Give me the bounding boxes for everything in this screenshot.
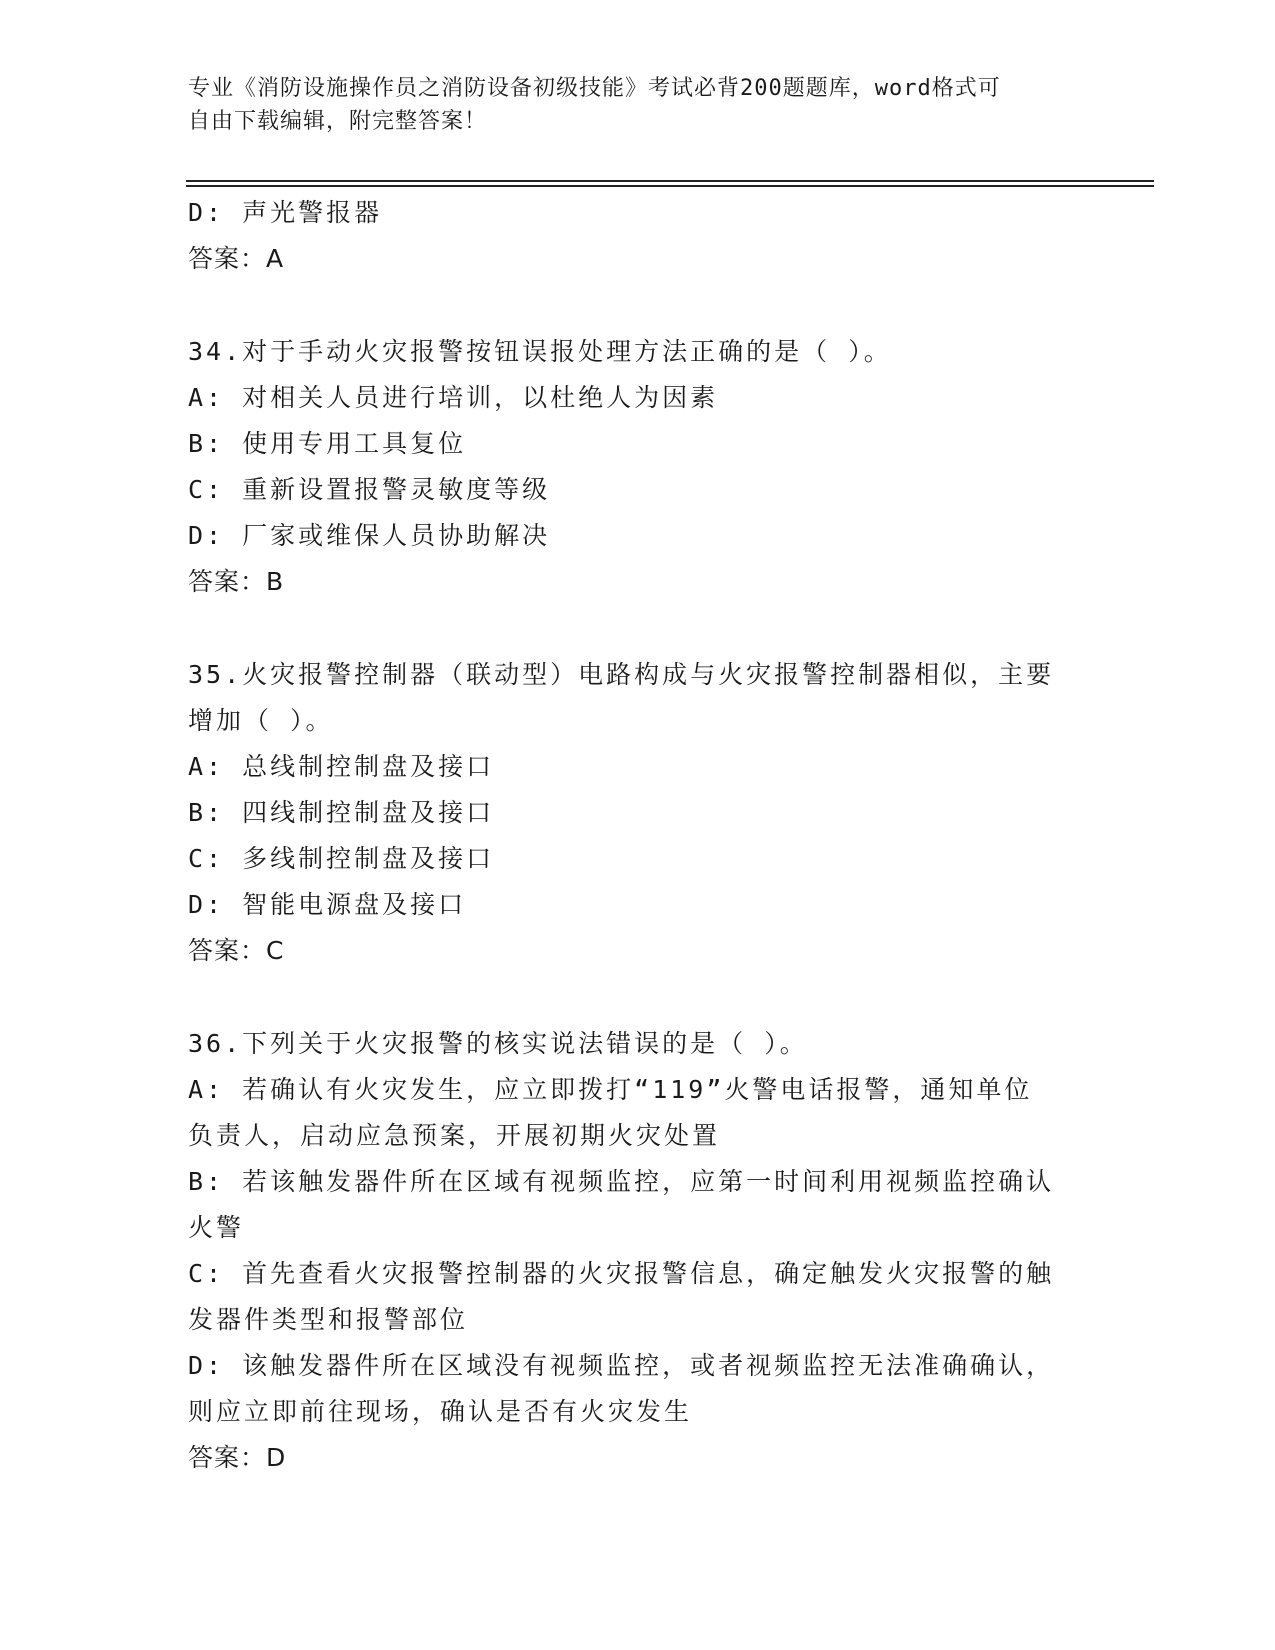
option-b-line-1: B: 若该触发器件所在区域有视频监控，应第一时间利用视频监控确认 <box>188 1167 1055 1196</box>
question-stem: 34.对于手动火灾报警按钮误报处理方法正确的是（ ）。 <box>188 337 892 366</box>
option-a: A: 对相关人员进行培训，以杜绝人为因素 <box>188 383 719 412</box>
spacer <box>188 605 1088 652</box>
answer: 答案：C <box>188 936 285 965</box>
option-c: C: 重新设置报警灵敏度等级 <box>188 475 551 504</box>
option-d-line-2: 则应立即前往现场，确认是否有火灾发生 <box>188 1397 693 1426</box>
header-line-2: 自由下载编辑，附完整答案！ <box>188 109 488 134</box>
option-b-line-2: 火警 <box>188 1213 245 1242</box>
answer: 答案：D <box>188 1443 287 1472</box>
spacer <box>188 974 1088 1021</box>
question-content <box>188 190 1088 1481</box>
spacer <box>188 282 1088 329</box>
answer: 答案：A <box>188 244 285 273</box>
option-b: B: 使用专用工具复位 <box>188 429 467 458</box>
option-d-line-1: D: 该触发器件所在区域没有视频监控，或者视频监控无法准确确认， <box>188 1351 1055 1380</box>
option-c-line-1: C: 首先查看火灾报警控制器的火灾报警信息，确定触发火灾报警的触 <box>188 1259 1055 1288</box>
option-d: D: 声光警报器 <box>188 198 383 227</box>
question-36 <box>188 1021 1088 1481</box>
question-stem: 36.下列关于火灾报警的核实说法错误的是（ ）。 <box>188 1029 808 1058</box>
option-a: A: 总线制控制盘及接口 <box>188 752 495 781</box>
header-rule-bottom <box>186 185 1154 187</box>
previous-question-tail <box>188 190 1088 282</box>
option-a-line-1: A: 若确认有火灾发生，应立即拨打“119”火警电话报警，通知单位 <box>188 1075 1033 1104</box>
question-34 <box>188 329 1088 605</box>
option-b: B: 四线制控制盘及接口 <box>188 798 495 827</box>
header-rule-top <box>186 180 1154 182</box>
header-line-1: 专业《消防设施操作员之消防设备初级技能》考试必背200题题库，word格式可 <box>188 76 1001 101</box>
option-d: D: 智能电源盘及接口 <box>188 890 467 919</box>
option-c: C: 多线制控制盘及接口 <box>188 844 495 873</box>
option-a-line-2: 负责人，启动应急预案，开展初期火灾处置 <box>188 1121 721 1150</box>
document-header <box>188 72 1068 138</box>
option-d: D: 厂家或维保人员协助解决 <box>188 521 551 550</box>
answer: 答案：B <box>188 567 285 596</box>
question-stem-line-1: 35.火灾报警控制器（联动型）电路构成与火灾报警控制器相似，主要 <box>188 660 1055 689</box>
question-35 <box>188 652 1088 974</box>
question-stem-line-2: 增加（ ）。 <box>188 706 334 735</box>
option-c-line-2: 发器件类型和报警部位 <box>188 1305 469 1334</box>
